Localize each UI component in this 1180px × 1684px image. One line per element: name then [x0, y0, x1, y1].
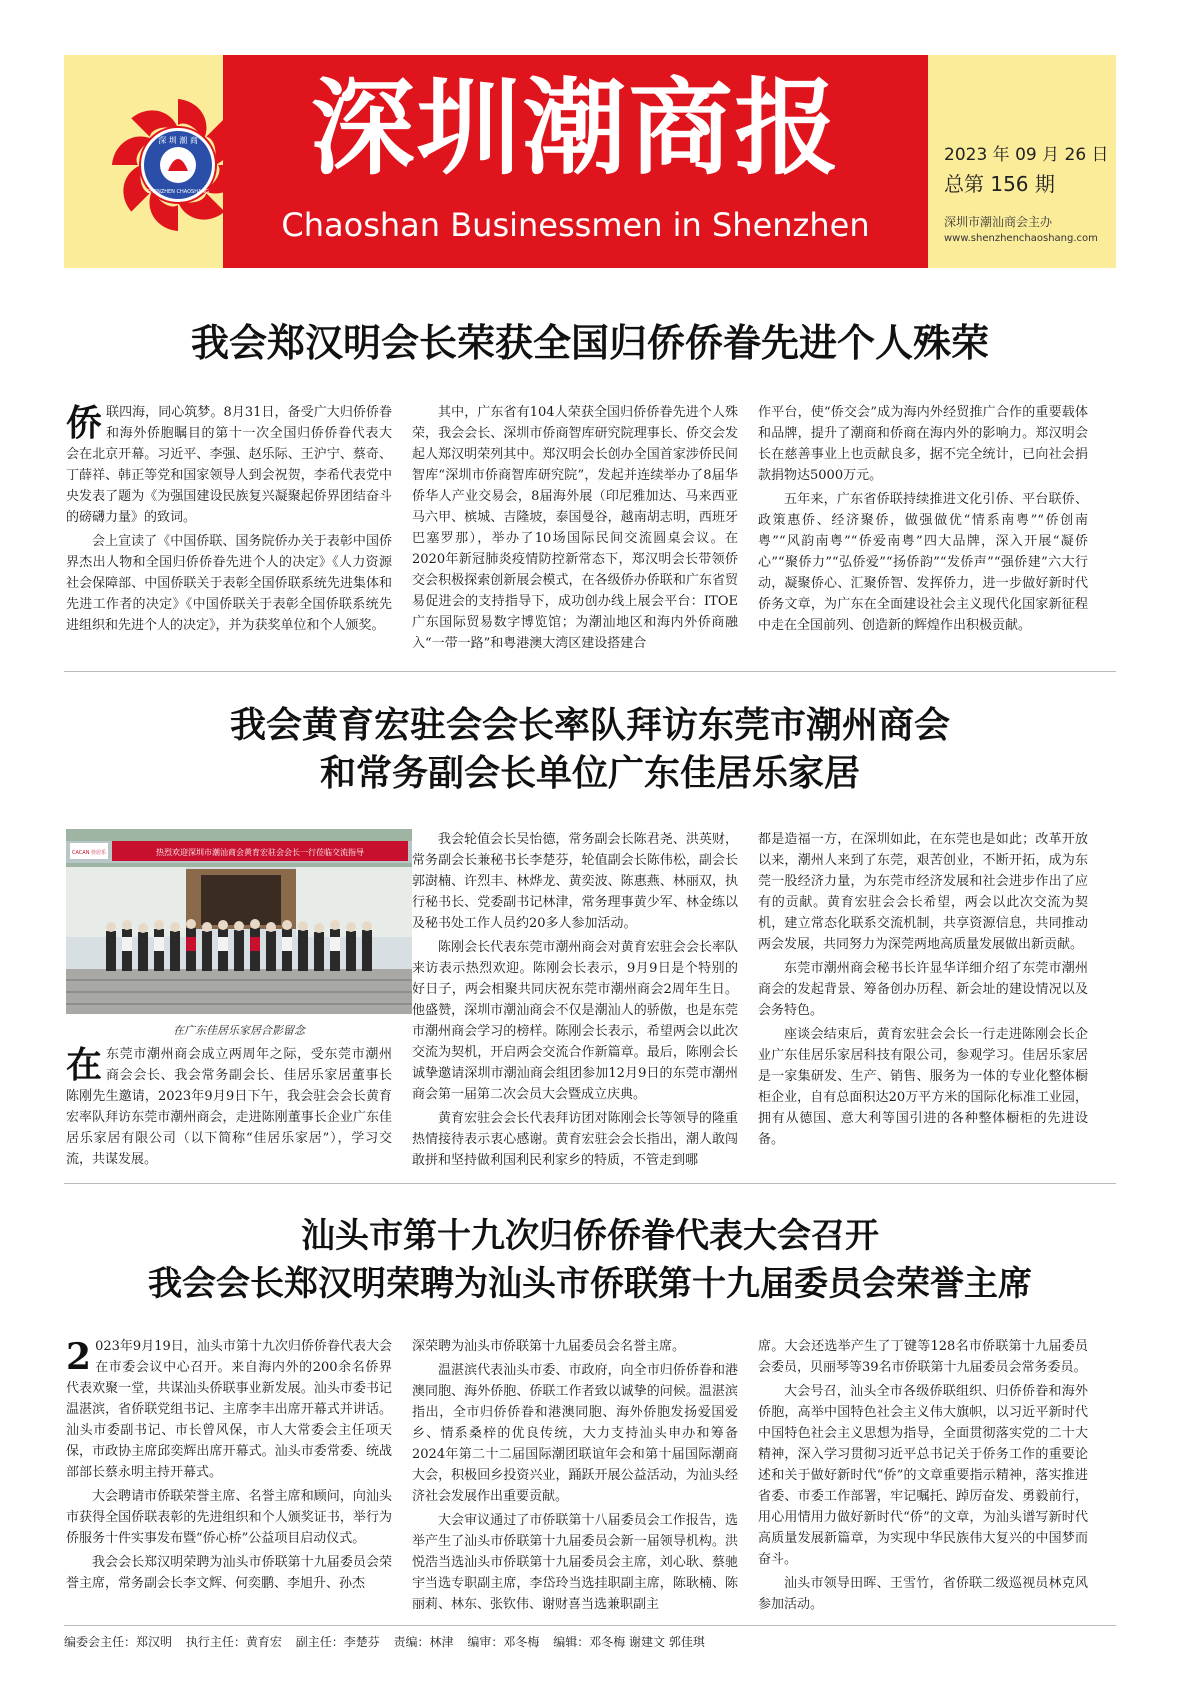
footer-divider	[64, 1625, 1116, 1626]
article1-paragraph: 作平台，使“侨交会”成为海内外经贸推广合作的重要载体和品牌，提升了潮商和侨商在海内外的影响力。郑汉明会长在慈善事业上也贡献良多，据不完全统计，已向社会捐款捐物达5000万元。	[758, 405, 1088, 483]
article1-paragraph: 其中，广东省有104人荣获全国归侨侨眷先进个人殊荣，我会会长、深圳市侨商智库研究院理事长、侨交会发起人郑汉明荣列其中。郑汉明会长创办全国首家涉侨民间智库“深圳市侨商智库研究院”，发起并连续举办了8届华侨华人产业交易会，8届海外展（印尼雅加达、马来西亚马六甲、槟城、吉隆坡，泰国曼谷，越南胡志明，西班牙巴塞罗那），举办了10场国际民间交流圆桌会议。在2020年新冠肺炎疫情防控新常态下，郑汉明会长带领侨交会积极探索创新展会模式，在各级侨办侨联和广东省贸易促进会的支持指导下，成功创办线上展会平台：ITOE广东国际贸易数字博览馆；为潮汕地区和海内外侨商融入“一带一路”和粤港澳大湾区建设搭建合	[412, 405, 738, 651]
article3-column-1	[66, 1336, 392, 1620]
photo-brand-text: CACAN 佳居乐	[71, 850, 107, 856]
article2-column-2	[412, 829, 738, 1173]
credit-item: 副主任：李楚芬	[295, 1635, 380, 1649]
website-link[interactable]: www.shenzhenchaoshang.com	[944, 233, 1098, 244]
article1-column-1	[66, 402, 392, 660]
group-photo-image	[66, 829, 412, 1014]
article3-headline-line1: 汕头市第十九次归侨侨眷代表大会召开	[301, 1216, 879, 1256]
drop-cap: 2	[66, 1336, 92, 1378]
group-photo	[66, 829, 412, 1014]
article1-paragraph: 五年来，广东省侨联持续推进文化引侨、平台联侨、政策惠侨、经济聚侨，做强做优“情系南粤”“侨创南粤”“风韵南粤”“侨爱南粤”四大品牌，深入开展“凝侨心”“聚侨力”“弘侨爱”“扬侨韵”“发侨声”“强侨建”六大行动，凝聚侨心、汇聚侨智、发挥侨力，进一步做好新时代侨务文章，为广东在全面建设社会主义现代化国家新征程中走在全国前列、创造新的辉煌作出积极贡献。	[758, 492, 1088, 633]
article3-paragraph: 深荣聘为汕头市侨联第十九届委员会名誉主席。	[412, 1339, 686, 1354]
credit-item: 责编：林津	[393, 1635, 454, 1649]
article3-paragraph: 我会会长郑汉明荣聘为汕头市侨联第十九届委员会荣誉主席，常务副会长李文辉、何奕鹏、李旭升、孙杰	[66, 1555, 392, 1591]
article3-paragraph: 大会审议通过了市侨联第十八届委员会工作报告，选举产生了汕头市侨联第十九届委员会新一届领导机构。洪悦浩当选汕头市侨联第十九届委员会主席，刘心耿、蔡驰宇当选专职副主席，李岱玲当选挂职副主席，陈耿楠、陈丽莉、林东、张钦伟、谢财喜当选兼职副主	[412, 1513, 738, 1612]
publisher: 深圳市潮汕商会主办	[944, 215, 1053, 229]
article2-paragraph: 陈刚会长代表东莞市潮州商会对黄育宏驻会会长率队来访表示热烈欢迎。陈刚会长表示，9月9日是个特别的好日子，两会相聚共同庆祝东莞市潮州商会2周年生日。他盛赞，深圳市潮汕商会不仅是潮汕人的骄傲，也是东莞市潮州商会学习的榜样。陈刚会长表示，希望两会以此次交流为契机，开启两会交流合作新篇章。最后，陈刚会长诚挚邀请深圳市潮汕商会组团参加12月9日的东莞市潮州商会第一届第二次会员大会暨成立庆典。	[412, 940, 738, 1102]
issue-number: 总第 156 期	[944, 172, 1055, 196]
article2-paragraph: 座谈会结束后，黄育宏驻会会长一行走进陈刚会长企业广东佳居乐家居科技有限公司，参观学习。佳居乐家居是一家集研发、生产、销售、服务为一体的专业化整体橱柜企业，自有总面积达20万平方米的国际化标准工业园，拥有从德国、意大利等国引进的各种整体橱柜的先进设备。	[758, 1027, 1088, 1147]
article2-paragraph: 东莞市潮州商会成立两周年之际，受东莞市潮州商会会长、我会常务副会长、佳居乐家居董事长陈刚先生邀请，2023年9月9日下午，我会驻会会长黄育宏率队拜访东莞市潮州商会，走进陈刚董事长企业广东佳居乐家居有限公司（以下简称“佳居乐家居”），学习交流，共谋发展。	[66, 1047, 392, 1167]
article3-column-2	[412, 1336, 738, 1620]
article3-column-3	[758, 1336, 1088, 1620]
editorial-credits	[64, 1633, 1116, 1650]
article1-column-3	[758, 402, 1088, 660]
credit-item: 执行主任：黄育宏	[185, 1635, 282, 1649]
article2-column-3	[758, 829, 1088, 1173]
article3-paragraph: 席。大会还选举产生了丁键等128名市侨联第十九届委员会委员，贝丽琴等39名市侨联第十九届委员会常务委员。	[758, 1339, 1088, 1375]
photo-banner-text: 热烈欢迎深圳市潮汕商会黄育宏驻会会长一行莅临交流指导	[156, 848, 364, 857]
article3-paragraph: 汕头市领导田晖、王雪竹，省侨联二级巡视员林克风参加活动。	[758, 1576, 1088, 1612]
article1-paragraph: 会上宣读了《中国侨联、国务院侨办关于表彰中国侨界杰出人物和全国归侨侨眷先进个人的决定》《人力资源社会保障部、中国侨联关于表彰全国侨联系统先进集体和先进工作者的决定》《中国侨联关于表彰全国侨联系统先进组织和先进个人的决定》，并为获奖单位和个人颁奖。	[66, 534, 392, 633]
article2-paragraph: 都是造福一方，在深圳如此，在东莞也是如此；改革开放以来，潮州人来到了东莞，艰苦创业，不断开拓，成为东莞一股经济力量，为东莞市经济发展和社会进步作出了应有的贡献。黄育宏驻会会长希望，两会以此次交流为契机，建立常态化联系交流机制，共享资源信息，共同推动两会发展，共同努力为深莞两地高质量发展做出新贡献。	[758, 832, 1088, 952]
credit-item: 编辑：邓冬梅 谢建文 郭佳琪	[553, 1635, 705, 1649]
newspaper-title-en: Chaoshan Businessmen in Shenzhen	[281, 206, 870, 244]
article3-paragraph: 大会聘请市侨联荣誉主席、名誉主席和顾问，向汕头市获得全国侨联表彰的先进组织和个人颁奖证书，举行为侨服务十件实事发布暨“侨心桥”公益项目启动仪式。	[66, 1489, 392, 1546]
article3-paragraph: 大会号召，汕头全市各级侨联组织、归侨侨眷和海外侨胞，高举中国特色社会主义伟大旗帜，以习近平新时代中国特色社会主义思想为指导，全面贯彻落实党的二十大精神，深入学习贯彻习近平总书记关于侨务工作的重要论述和关于做好新时代“侨”的文章重要指示精神，落实推进省委、市委工作部署，牢记嘱托、踔厉奋发、勇毅前行，用心用情用力做好新时代“侨”的文章，为汕头谱写新时代高质量发展新篇章，为实现中华民族伟大复兴的中国梦而奋斗。	[758, 1384, 1088, 1567]
article2-headline-line2: 和常务副会长单位广东佳居乐家居	[319, 752, 860, 794]
section-divider	[64, 1183, 1116, 1184]
article1-headline: 我会郑汉明会长荣获全国归侨侨眷先进个人殊荣	[190, 320, 989, 365]
article1-column-2	[412, 402, 738, 660]
drop-cap: 侨	[66, 402, 103, 444]
article3-paragraph: 温湛滨代表汕头市委、市政府，向全市归侨侨眷和港澳同胞、海外侨胞、侨联工作者致以诚挚的问候。温湛滨指出，全市归侨侨眷和港澳同胞、海外侨胞发扬爱国爱乡、情系桑梓的优良传统，大力支持汕头申办和筹备2024年第二十二届国际潮团联谊年会和第十届国际潮商大会，积极回乡投资兴业，踊跃开展公益活动，为汕头经济社会发展作出重要贡献。	[412, 1363, 738, 1504]
credit-item: 编审：邓冬梅	[467, 1635, 540, 1649]
logo-text: 深 圳 潮 商	[158, 136, 198, 145]
section-divider	[64, 671, 1116, 672]
article2-paragraph: 东莞市潮州商会秘书长许显华详细介绍了东莞市潮州商会的发起背景、筹备创办历程、新会址的建设情况以及会务特色。	[758, 961, 1088, 1018]
issue-date: 2023 年 09 月 26 日	[944, 145, 1109, 165]
article3-paragraph: 023年9月19日，汕头市第十九次归侨侨眷代表大会在市委会议中心召开。来自海内外的200余名侨界代表欢聚一堂，共谋汕头侨联事业新发展。汕头市委书记温湛滨，省侨联党组书记、主席李丰出席开幕式并讲话。汕头市委副书记、市长曾风保，市人大常委会主任项天保，市政协主席邱奕辉出席开幕式。汕头市委常委、统战部部长蔡永明主持开幕式。	[66, 1339, 392, 1480]
credit-item: 编委会主任：郑汉明	[64, 1635, 173, 1649]
article1-paragraph: 联四海，同心筑梦。8月31日，备受广大归侨侨眷和海外侨胞瞩目的第十一次全国归侨侨眷代表大会在北京开幕。习近平、李强、赵乐际、王沪宁、蔡奇、丁薛祥、韩正等党和国家领导人到会祝贺，李希代表党中央发表了题为《为强国建设民族复兴凝聚起侨界团结奋斗的磅礴力量》的致词。	[66, 405, 392, 525]
article2-headline-line1: 我会黄育宏驻会会长率队拜访东莞市潮州商会	[229, 704, 950, 746]
logo-text-en: SHENZHEN CHAOSHANG	[147, 189, 209, 195]
drop-cap: 在	[66, 1044, 103, 1086]
masthead	[64, 55, 1116, 268]
article3-headline-line2: 我会会长郑汉明荣聘为汕头市侨联第十九届委员会荣誉主席	[148, 1264, 1032, 1304]
article2-paragraph: 我会轮值会长吴怡德，常务副会长陈君尧、洪英财，常务副会长兼秘书长李楚芬，轮值副会长陈伟松，副会长郭澍楠、许烈丰、林烨龙、黄奕波、陈惠燕、林丽双，执行秘书长、党委副书记林津，常务理事黄少军、林金练以及秘书处工作人员约20多人参加活动。	[412, 832, 738, 931]
title-block	[223, 55, 928, 268]
newspaper-title: 深圳潮商报	[310, 66, 841, 189]
photo-caption: 在广东佳居乐家居合影留念	[173, 1024, 305, 1037]
article2-column-1	[66, 1044, 392, 1170]
article2-paragraph: 黄育宏驻会会长代表拜访团对陈刚会长等领导的隆重热情接待表示衷心感谢。黄育宏驻会会长指出，潮人敢闯敢拼和坚持做利国利民利家乡的特质，不管走到哪	[412, 1111, 738, 1168]
